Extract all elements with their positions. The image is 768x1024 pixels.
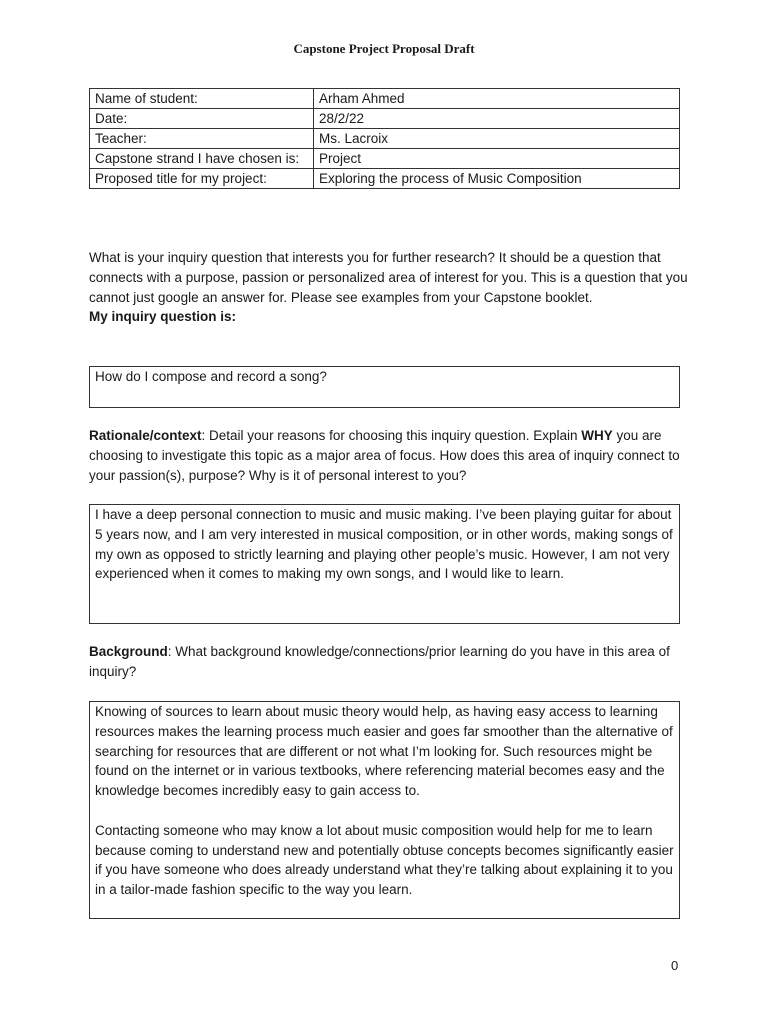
table-cell-label: Date: bbox=[90, 109, 314, 129]
table-row bbox=[90, 129, 680, 149]
inquiry-prompt-text: What is your inquiry question that interests you for further research? It should be a question that connects with a purpose, passion or personalized area of interest for you. This is a question that you cannot just google an answer for. Please see examples from your Capstone booklet. bbox=[89, 250, 688, 305]
table-row bbox=[90, 149, 680, 169]
table-row bbox=[90, 109, 680, 129]
table-row bbox=[90, 89, 680, 109]
rationale-heading: Rationale/context bbox=[89, 428, 202, 443]
table-cell-value: Project bbox=[314, 149, 680, 169]
table-cell-value: Arham Ahmed bbox=[314, 89, 680, 109]
table-cell-label: Teacher: bbox=[90, 129, 314, 149]
page-number: 0 bbox=[671, 958, 679, 973]
background-prompt-text: : What background knowledge/connections/prior learning do you have in this area of inquiry? bbox=[89, 644, 670, 679]
background-answer-box bbox=[89, 701, 680, 919]
table-cell-label: Capstone strand I have chosen is: bbox=[90, 149, 314, 169]
rationale-prompt-a: : Detail your reasons for choosing this inquiry question. Explain bbox=[201, 428, 582, 443]
inquiry-answer-box bbox=[89, 366, 680, 408]
rationale-answer: I have a deep personal connection to music and music making. I’ve been playing guitar for about 5 years now, and I am very interested in musical composition, or in other words, making songs of my own as opposed to strictly learning and playing other people’s music. However, I am not very experienced when it comes to making my own songs, and I would like to learn. bbox=[95, 507, 673, 582]
background-prompt bbox=[89, 642, 689, 682]
inquiry-prompt bbox=[89, 248, 689, 327]
table-cell-value: Exploring the process of Music Composition bbox=[314, 169, 680, 189]
table-cell-value: Ms. Lacroix bbox=[314, 129, 680, 149]
background-heading: Background bbox=[89, 644, 168, 659]
table-row bbox=[90, 169, 680, 189]
table-cell-value: 28/2/22 bbox=[314, 109, 680, 129]
document-title: Capstone Project Proposal Draft bbox=[293, 41, 475, 56]
table-cell-label: Proposed title for my project: bbox=[90, 169, 314, 189]
background-answer-1: Knowing of sources to learn about music theory would help, as having easy access to learning resources makes the learning process much easier and goes far smoother than the alternative of searching for resources that are different or not what I’m looking for. Such resources might be found on the internet or in various textbooks, where referencing material becomes easy and the knowledge becomes incredibly easy to gain access to. bbox=[95, 704, 673, 799]
student-info-table bbox=[89, 88, 680, 189]
background-answer-2: Contacting someone who may know a lot about music composition would help for me to learn because coming to understand new and potentially obtuse concepts becomes significantly easier if you have someone who does already understand what they’re talking about explaining it to you in a tailor-made fashion specific to the way you learn. bbox=[95, 822, 674, 898]
rationale-emphasis: WHY bbox=[581, 428, 613, 443]
rationale-answer-box bbox=[89, 504, 680, 624]
table-cell-label: Name of student: bbox=[90, 89, 314, 109]
inquiry-answer: How do I compose and record a song? bbox=[95, 369, 327, 384]
rationale-prompt bbox=[89, 426, 689, 485]
inquiry-heading: My inquiry question is: bbox=[89, 309, 237, 325]
rationale-prompt-b: you are choosing to investigate this topic as a major area of focus. How does this area of inquiry connect to your passion(s), purpose? Why is it of personal interest to you? bbox=[89, 428, 680, 483]
